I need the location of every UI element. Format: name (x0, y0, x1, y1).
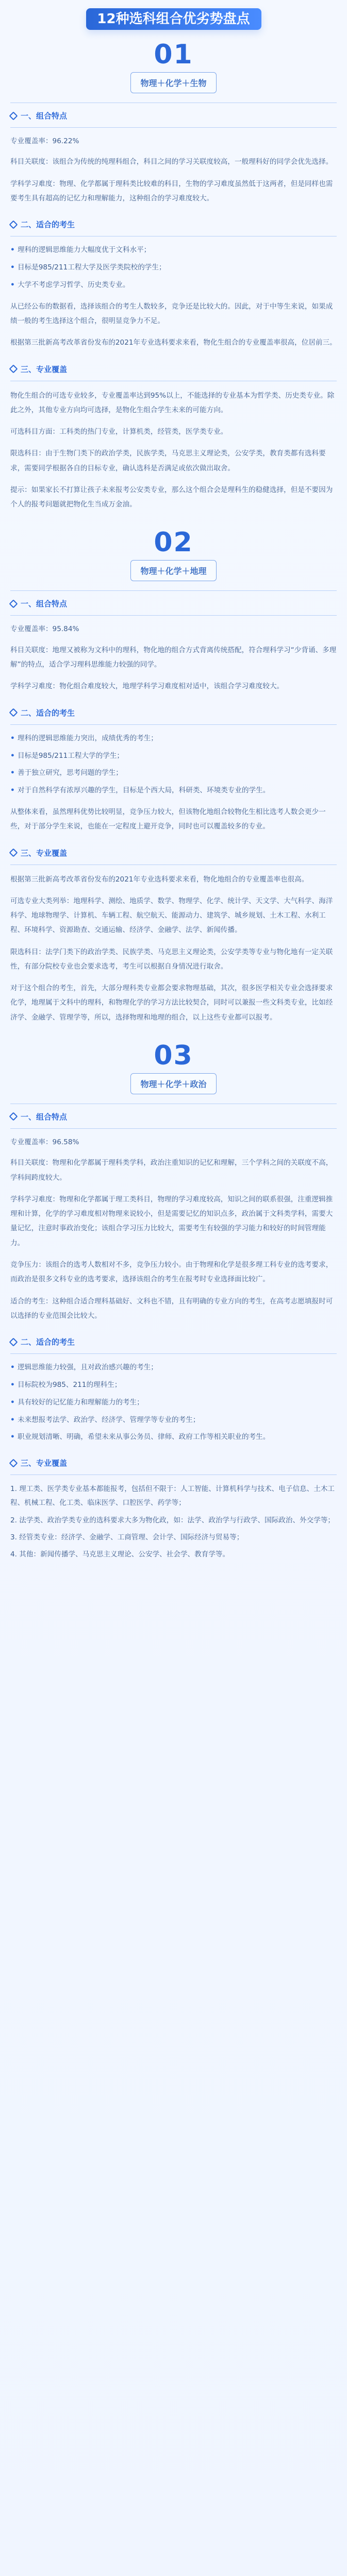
coverage-rate: 专业覆盖率：96.22% (10, 137, 79, 145)
body-paragraph: 适合的考生：这种组合适合理科基础好、文科也不错，且有明确的专业方向的考生，在高考志愿填报时可以选择的专业范围会比较大。 (10, 1297, 333, 1320)
subsection-divider (10, 127, 337, 128)
bullet-item: • 逻辑思维能力较强，且对政治感兴趣的考生； (10, 1361, 337, 1375)
subsection-title (10, 598, 337, 609)
bullet-item: • 善于独立研究，思考问题的学生； (10, 767, 337, 780)
body-paragraph: 学科学习难度：物理和化学都属于理工类科目，物理的学习难度较高，知识之间的联系很强，注重逻辑推理和计算，化学的学习难度相对物理来说较小，但是需要记忆的知识点多，政治属于文科类学科，需要大量记忆，注意时事政治变化；该组合学习压力比较大，需要考生有较强的学习能力和较好的时间管理能力。 (10, 1195, 333, 1247)
bullet-item: • 大学不考虑学习哲学、历史类专业。 (10, 279, 337, 292)
numbered-item: 4. 其他：新闻传播学、马克思主义理论、公安学、社会学、教育学等。 (10, 1550, 230, 1558)
combo-number: 01 (154, 39, 193, 70)
subsection-title-text: 二、适合的考生 (21, 1337, 75, 1347)
bullet-item: • 对于自然科学有浓厚兴趣的学生，目标是个西大局，科研类、环境类专业的学生。 (10, 784, 337, 798)
bullet-item: • 职业规划清晰、明确，希望未来从事公务员、律师、政府工作等相关职业的考生。 (10, 1431, 337, 1444)
subsection-divider (10, 724, 337, 725)
body-paragraph: 竞争压力：该组合的选考人数相对不多，竞争压力较小。由于物理和化学是很多理工科专业的选考要求，而政治是很多文科专业的选考要求，选择该组合的考生在报考时专业选择面比较广。 (10, 1260, 333, 1284)
combo-section (10, 41, 337, 512)
bullet-item: • 目标是985/211工程大学及医学类院校的学生； (10, 261, 337, 275)
body-paragraph: 科目关联度：地理又被称为文科中的理科，物化地的组合方式背离传统搭配，符合理科学习“少背诵、多理解”的特点，适合学习理科思维能力较强的同学。 (10, 646, 337, 669)
body-paragraph: 科目关联度：该组合为传统的纯理科组合，科目之间的学习关联度较高，一般理科好的同学会优先选择。 (10, 158, 333, 166)
bullet-item: • 理科的逻辑思维能力大幅度优于文科水平； (10, 244, 337, 257)
body-paragraph: 从整体来看，虽然理科优势比较明显，竞争压力较大，但该物化地组合较物化生相比选考人数会更少一些，对于部分学生来说，也能在一定程度上避开竞争，同时也可以覆盖较多的专业。 (10, 807, 326, 831)
combo-header (10, 41, 337, 93)
subsection-title (10, 219, 337, 230)
subsection-title-text: 三、专业覆盖 (21, 848, 68, 858)
combo-section (10, 1042, 337, 1562)
combo-subsection (10, 364, 337, 512)
combo-header (10, 1042, 337, 1094)
body-paragraph: 学科学习难度：物化组合难度较大，地理学科学习难度相对适中，该组合学习难度较大。 (10, 682, 284, 691)
combo-number: 03 (154, 1040, 193, 1071)
body-paragraph: 物化生组合的可选专业较多，专业覆盖率达到95%以上，不能选择的专业基本为哲学类、历史类专业。除此之外，其他专业方向均可选择，是物化生组合学生未来的可能方向。 (10, 391, 335, 414)
body-paragraph: 限选科目：法学门类下的政治学类、民族学类、马克思主义理论类，公安学类等专业与物化地有一定关联性，有部分院校专业也会要求选考，考生可以根据自身情况进行取舍。 (10, 947, 333, 971)
combo-subsection (10, 1336, 337, 1444)
diamond-icon (9, 365, 18, 374)
diamond-icon (9, 1337, 18, 1346)
diamond-icon (9, 220, 18, 229)
coverage-rate: 专业覆盖率：95.84% (10, 625, 79, 634)
bullet-list (10, 1361, 337, 1444)
combo-subsection (10, 598, 337, 693)
subsection-title-text: 二、适合的考生 (21, 220, 75, 230)
page-title: 12种选科组合优劣势盘点 (86, 8, 261, 30)
numbered-item: 1. 理工类、医学类专业基本都能报考，包括但不限于：人工智能、计算机科学与技术、电子信息、土木工程、机械工程、化工类、临床医学、口腔医学、药学等； (10, 1485, 335, 1507)
bullet-item: • 具有较好的记忆能力和理解能力的考生； (10, 1396, 337, 1410)
diamond-icon (9, 111, 18, 120)
diamond-icon (9, 1112, 18, 1121)
subsection-title-text: 一、组合特点 (21, 111, 68, 121)
combo-subsection (10, 707, 337, 834)
coverage-rate: 专业覆盖率：96.58% (10, 1138, 79, 1146)
combo-subsection (10, 1458, 337, 1562)
combo-divider (10, 590, 337, 591)
subsection-divider (10, 1128, 337, 1129)
subsection-title (10, 707, 337, 718)
body-paragraph: 对于这个组合的考生，首先，大部分理科类专业都会要求物理基础，其次，很多医学相关专业会选择要求化学，地理属于文科中的理科，和物理化学的学习方法比较契合，同时可以兼报一些文科类专业，比如经济学、金融学、管理学等，所以，选择物理和地理的组合，以上这些专业都可以报考。 (10, 984, 333, 1022)
bullet-list (10, 244, 337, 292)
body-paragraph: 从已经公布的数据看，选择该组合的考生人数较多，竞争还是比较大的。因此，对于中等生来说，如果成绩一般的考生选择这个组合，很明显竞争力不足。 (10, 302, 333, 326)
combo-subject-badge: 物理＋化学＋地理 (130, 560, 216, 581)
subsection-title (10, 364, 337, 375)
subsection-title (10, 1458, 337, 1468)
body-paragraph: 根据第三批新高考改革省份发布的2021年专业选科要求来看，物化地组合的专业覆盖率也很高。 (10, 875, 309, 884)
subsection-title (10, 1336, 337, 1347)
combo-list (10, 41, 337, 1562)
subsection-title (10, 848, 337, 858)
combo-section (10, 529, 337, 1025)
bullet-item: • 未来想报考法学、政治学、经济学、管理学等专业的考生； (10, 1414, 337, 1427)
body-paragraph: 根据第三批新高考改革省份发布的2021年专业选科要求来看，物化生组合的专业覆盖率很高，位居前三。 (10, 338, 337, 347)
numbered-item: 2. 法学类、政治学类专业的选科要求大多为物化政，如：法学、政治学与行政学、国际政治、外交学等； (10, 1516, 335, 1524)
combo-subsection (10, 219, 337, 350)
subsection-title-text: 三、专业覆盖 (21, 364, 68, 374)
numbered-item: 3. 经管类专业：经济学、金融学、工商管理、会计学、国际经济与贸易等； (10, 1533, 244, 1541)
subsection-divider (10, 1353, 337, 1354)
subsection-divider (10, 615, 337, 616)
diamond-icon (9, 708, 18, 717)
combo-subject-badge: 物理＋化学＋政治 (130, 1073, 216, 1094)
combo-subsection (10, 1111, 337, 1323)
bullet-list (10, 732, 337, 798)
diamond-icon (9, 849, 18, 857)
combo-header (10, 529, 337, 581)
combo-subject-badge: 物理＋化学＋生物 (130, 72, 216, 93)
subsection-title-text: 一、组合特点 (21, 599, 68, 609)
body-paragraph: 可选专业大类列举：地理科学、测绘、地质学、数学、物理学、化学、统计学、天文学、大气科学、海洋科学、地球物理学、计算机、车辆工程、航空航天、能源动力、建筑学、城乡规划、土木工程、水利工程、环境科学、资源勘查、交通运输、经济学、金融学、法学、新闻传播。 (10, 896, 333, 935)
numbered-list (10, 1482, 337, 1562)
combo-subsection (10, 110, 337, 206)
bullet-item: • 目标院校为985、211的理科生； (10, 1379, 337, 1392)
subsection-title (10, 1111, 337, 1122)
subsection-title-text: 三、专业覆盖 (21, 1459, 68, 1468)
diamond-icon (9, 1459, 18, 1467)
body-paragraph: 可选科目方面：工科类的热门专业，计算机类，经管类，医学类专业。 (10, 428, 228, 436)
body-paragraph: 提示：如果家长不打算让孩子未来报考公安类专业，那么这个组合会是理科生的稳健选择，但是不要因为个人的报考问题就把物化生当成万金油。 (10, 485, 333, 509)
combo-number: 02 (154, 527, 193, 558)
combo-subsection (10, 848, 337, 1025)
body-paragraph: 限选科目：由于生物门类下的政治学类，民族学类，马克思主义理论类，公安学类，教育类都有选科要求，需要同学根据各自的目标专业，确认选科是否满足或依次做出取舍。 (10, 449, 326, 472)
bullet-item: • 理科的逻辑思维能力突出，成绩优秀的考生； (10, 732, 337, 745)
diamond-icon (9, 599, 18, 608)
subsection-title-text: 一、组合特点 (21, 1112, 68, 1122)
body-paragraph: 学科学习难度：物理、化学都属于理科类比较难的科目，生物的学习难度虽然低于这两者，但是同样也需要考生具有超高的记忆力和理解能力，这种组合的学习难度较大。 (10, 179, 333, 202)
subsection-title (10, 110, 337, 121)
subsection-title-text: 二、适合的考生 (21, 708, 75, 718)
bullet-item: • 目标是985/211工程大学的学生； (10, 750, 337, 763)
body-paragraph: 科目关联度：物理和化学都属于理科类学科，政治注重知识的记忆和理解，三个学科之间的关联度不高，学科间跨度较大。 (10, 1159, 333, 1182)
